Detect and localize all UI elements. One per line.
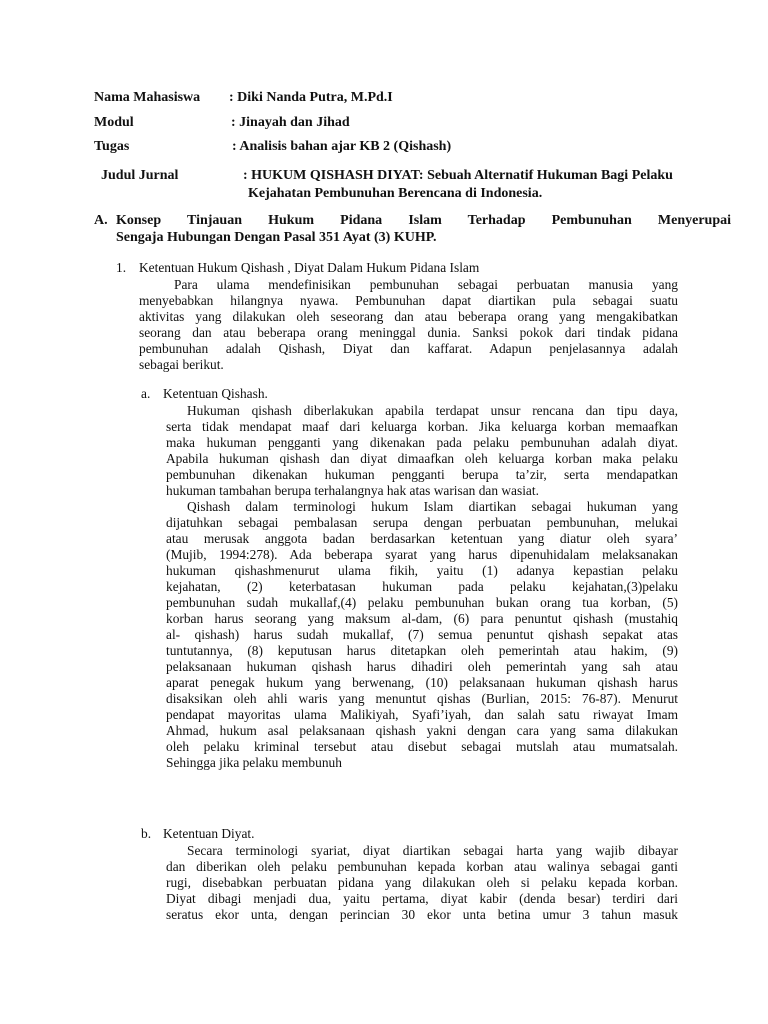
item-1-line: pembunuhan adalah Qishash, Diyat dan kaffarat. Adapun penjelasannya adalah bbox=[139, 341, 678, 356]
sub-a-heading: Ketentuan Qishash. bbox=[163, 386, 268, 401]
item-1-line: sebagai berikut. bbox=[139, 357, 224, 372]
sub-b-line: Secara terminologi syariat, diyat diartikan sebagai harta yang wajib dibayar bbox=[187, 843, 678, 858]
sub-a-line: oleh pelaku kriminal tersebut atau disebut sebagai mutslah atau mumatsalah. bbox=[166, 739, 678, 754]
sub-a-line: dijatuhkan sebagai pembalasan serupa dengan perbuatan pembunuhan, melukai bbox=[166, 515, 678, 530]
task-value: : Analisis bahan ajar KB 2 (Qishash) bbox=[232, 139, 452, 154]
sub-a-line: pelaksanaan hukuman qishash harus dihadiri oleh pemerintah yang sah atau bbox=[166, 659, 678, 674]
module-value: : Jinayah dan Jihad bbox=[231, 115, 350, 130]
item-1-line: aktivitas yang dilakukan oleh seseorang dan atau beberapa orang yang mengakibatkan bbox=[139, 309, 678, 324]
student-name-label: Nama Mahasiswa bbox=[94, 90, 201, 105]
module-label: Modul bbox=[94, 115, 134, 130]
sub-a-line: Sehingga jika pelaku membunuh bbox=[166, 755, 342, 770]
sub-a-line: pendapat mayoritas ulama Malikiyah, Syafi’iyah, dan salah satu riwayat Imam bbox=[166, 707, 678, 722]
sub-a-line: (Mujib, 1994:278). Ada beberapa syarat yang harus dipenuhidalam melaksanakan bbox=[166, 547, 678, 562]
journal-title-value-line1: : HUKUM QISHASH DIYAT: Sebuah Alternatif Hukuman Bagi Pelaku bbox=[243, 168, 673, 183]
sub-a-line: hukuman qishashmenurut ulama fikih, yaitu (1) adanya kepastian pelaku bbox=[166, 563, 678, 578]
sub-a-line: disaksikan oleh ahli waris yang menuntut qishas (Burlian, 2015: 76-87). Menurut bbox=[166, 691, 678, 706]
sub-a-marker: a. bbox=[141, 386, 151, 401]
sub-b-line: dan diberikan oleh pelaku pembunuhan kepada korban atau walinya sebagai ganti bbox=[166, 859, 678, 874]
sub-b-line: rugi, disebabkan perbuatan pidana yang dilakukan oleh si pelaku kepada korban. bbox=[166, 875, 678, 890]
sub-a-line: Hukuman qishash diberlakukan apabila terdapat unsur rencana dan tipu daya, bbox=[187, 403, 678, 418]
sub-a-line: Ahmad, hukum asal pelaksanaan qishash yakni dengan cara yang sama dilakukan bbox=[166, 723, 678, 738]
item-1-marker: 1. bbox=[116, 260, 127, 275]
sub-a-line: pembunuhan sudah mukallaf,(4) pelaku pembunuhan bukan orang tua korban, (5) bbox=[166, 595, 678, 610]
student-name-value: : Diki Nanda Putra, M.Pd.I bbox=[229, 90, 393, 105]
sub-a-line: tuntutannya, (8) keputusan harus ditetapkan oleh pemerintah atau hakim, (9) bbox=[166, 643, 678, 658]
sub-a-line: serta tidak mendapat maaf dari keluarga korban. Jika keluarga korban memaafkan bbox=[166, 419, 678, 434]
sub-a-line: maka hukuman pengganti yang dikenakan pada pelaku pembunuhan adalah diyat. bbox=[166, 435, 678, 450]
sub-b-line: Diyat dibagi menjadi dua, yaitu pertama, diyat kabir (denda besar) terdiri dari bbox=[166, 891, 678, 906]
section-a-title-line2: Sengaja Hubungan Dengan Pasal 351 Ayat (3) KUHP. bbox=[116, 230, 437, 245]
journal-title-label: Judul Jurnal bbox=[101, 168, 179, 183]
sub-a-line: Qishash dalam terminologi hukum Islam diartikan sebagai hukuman yang bbox=[187, 499, 678, 514]
item-1-line: seorang dan atau beberapa orang meninggal dunia. Sanksi pokok dari tindak pidana bbox=[139, 325, 678, 340]
sub-b-line: seratus ekor unta, dengan perincian 30 ekor unta betina umur 3 tahun masuk bbox=[166, 907, 678, 922]
sub-b-marker: b. bbox=[141, 826, 152, 841]
sub-a-line: hukuman tambahan berupa terhalangnya hak atas warisan dan wasiat. bbox=[166, 483, 539, 498]
sub-a-line: Apabila hukuman qishash dan diyat dimaafkan oleh keluarga korban maka pelaku bbox=[166, 451, 678, 466]
item-1-line: Para ulama mendefinisikan pembunuhan sebagai perbuatan manusia yang bbox=[174, 277, 678, 292]
sub-b-heading: Ketentuan Diyat. bbox=[163, 826, 255, 841]
sub-a-line: aparat penegak hukum yang berwenang, (10) pelaksanaan hukuman qishash harus bbox=[166, 675, 678, 690]
sub-a-line: pembunuhan dikenakan hukuman pengganti berupa ta’zir, serta mendapatkan bbox=[166, 467, 678, 482]
sub-a-line: kejahatan, (2) keterbatasan hukuman pada pelaku kejahatan,(3)pelaku bbox=[166, 579, 678, 594]
item-1-line: menyebabkan hilangnya nyawa. Pembunuhan dapat diartikan pula sebagai suatu bbox=[139, 293, 678, 308]
sub-a-line: atau merusak anggota badan berdasarkan ketentuan yang diatur oleh syara’ bbox=[166, 531, 678, 546]
section-a-title-line1: Konsep Tinjauan Hukum Pidana Islam Terhadap Pembunuhan Menyerupai bbox=[116, 213, 731, 228]
journal-title-value-line2: Kejahatan Pembunuhan Berencana di Indonesia. bbox=[248, 186, 543, 201]
task-label: Tugas bbox=[94, 139, 130, 154]
sub-a-line: al- qishash) harus sudah mukallaf, (7) semua penuntut qishash sepakat atas bbox=[166, 627, 678, 642]
sub-a-line: korban harus seorang yang maksum al-dam, (6) para penuntut qishash (mustahiq bbox=[166, 611, 678, 626]
section-a-marker: A. bbox=[94, 213, 108, 228]
item-1-heading: Ketentuan Hukum Qishash , Diyat Dalam Hukum Pidana Islam bbox=[139, 260, 480, 275]
